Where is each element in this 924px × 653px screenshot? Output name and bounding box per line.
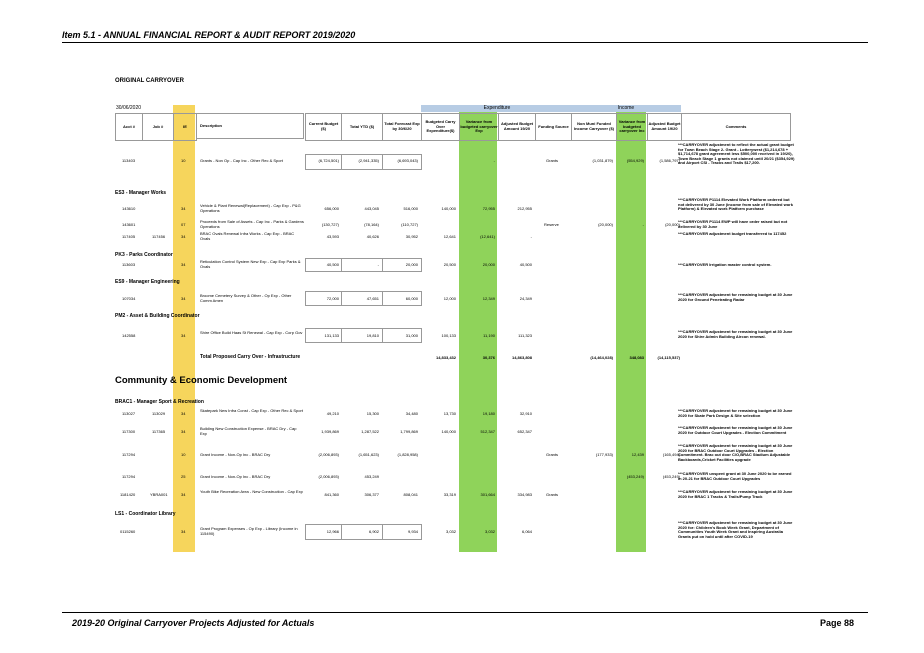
cell-acct: 117405 (122, 234, 136, 239)
col-header-total-forecast: Total Forecast Exp by 30/6/20 (382, 113, 422, 141)
cell-total-ytd: (2,941,335) (358, 158, 379, 163)
col-header-variance-inc: Variance from budgeted carryover Inc (616, 113, 648, 141)
col-header-total-ytd: Total YTD ($) (341, 113, 383, 141)
cell-acct: 143601 (122, 222, 136, 227)
cell-current-budget: 72,000 (326, 296, 339, 301)
cell-total-ytd: 40,626 (366, 234, 379, 239)
col-header-variance-exp: Variance from budgeted carryover Exp (459, 113, 499, 141)
total-var2: 348,083 (629, 355, 644, 360)
cell-comment: ***CARRYOVER adjustment for remaining budget at 30 June 2020 for Outdoor Court Upgrades - Election Commitment (678, 425, 793, 435)
cell-acct: 117294 (122, 452, 136, 457)
cell-adj2: (20,000) (665, 222, 680, 227)
cell-comment: ***CARRYOVER adjustment for remaining budget at 30 June 2020 for BRAC 1 Tracks & Trails/Pump Track (678, 489, 793, 499)
cell-variance: 3,032 (484, 529, 495, 534)
cell-comment: ***CARRYOVER Irrigation master control system. (678, 262, 772, 267)
cell-current-budget: 841,360 (324, 492, 339, 497)
cell-bco: 13,730 (443, 411, 456, 416)
cell-adjusted: 111,323 (518, 333, 532, 338)
cell-forecast: 31,000 (405, 333, 418, 338)
cell-var2: (453,249) (626, 474, 644, 479)
cell-variance: 11,190 (483, 333, 495, 338)
cell-bco: 12,641 (443, 234, 456, 239)
cell-ie: 25 (181, 474, 186, 479)
cell-current-budget: 49,210 (326, 411, 339, 416)
cell-description: Building New Construction Expense - BRAC Dry - Cap Exp (200, 426, 297, 436)
cell-acct: 107034 (122, 296, 136, 301)
cell-job: 113029 (152, 411, 166, 416)
ie-column-highlight (173, 105, 195, 552)
cell-bco: 140,000 (441, 429, 456, 434)
cell-variance: - (493, 158, 495, 163)
section-pm2: PM2 - Asset & Building Coordinator (115, 313, 200, 319)
page-number: Page 88 (820, 618, 855, 628)
cell-ie: 34 (181, 411, 186, 416)
cell-description: Vehicle & Plant Renewal(Replacement) - Cap Exp - P&G Operations (200, 203, 301, 213)
cell-acct: 117300 (122, 429, 136, 434)
expenditure-variance-highlight (459, 105, 497, 552)
cell-var2: - (642, 222, 644, 227)
cell-forecast: 60,000 (405, 296, 418, 301)
cell-acct: 0115260 (120, 529, 136, 534)
col-header-ie: IE (173, 113, 197, 141)
footer-title: 2019-20 Original Carryover Projects Adjusted for Actuals (72, 618, 315, 628)
cell-comment: ***CARRYOVER adjustment to reflect the actual grant budget for Town Beach Stage 2- Grant - Lotterywest ($1,214,678 + $1,714,678 grant agreement less $500,000 received in 19/20), Town Beach Stage 1 grants not claimed until 20/21 ($354,929) and Airport CSI - Tracks and Trails $17,200. (678, 142, 795, 166)
cell-ie: 34 (181, 529, 186, 534)
cell-acct: 1181420 (120, 492, 136, 497)
cell-bco: 12,000 (443, 296, 456, 301)
cell-forecast: 9,934 (407, 529, 418, 534)
cell-variance: (12,641) (480, 234, 495, 239)
cell-current-budget: 43,593 (326, 234, 339, 239)
cell-comment: ***CARRYOVER unspent grant at 30 June 2020 to be earned in 20-21 for BRAC Outdoor Court Upgrades (678, 471, 792, 481)
col-header-adjusted-budget-inc: Adjusted Budget Amount 19/20 (647, 113, 682, 141)
income-variance-highlight (616, 105, 646, 552)
cell-current-budget: 40,500 (326, 262, 339, 267)
col-header-comments: Comments (681, 113, 791, 141)
cell-adjusted: - (530, 234, 532, 239)
cell-forecast: 34,480 (405, 411, 418, 416)
cell-var2: (554,929) (626, 158, 644, 163)
cell-acct: 113603 (122, 262, 136, 267)
cell-variance: 19,180 (482, 411, 495, 416)
cell-forecast: (110,727) (401, 222, 418, 227)
cell-job: 117456 (152, 234, 166, 239)
cell-total-ytd: 1,287,522 (361, 429, 379, 434)
cell-funding: Grants (546, 492, 559, 497)
cell-current-budget: (2,006,893) (318, 474, 339, 479)
cell-total-ytd: 443,045 (364, 206, 379, 211)
cell-current-budget: 12,966 (326, 529, 339, 534)
cell-current-budget: (2,006,893) (318, 452, 339, 457)
cell-description: Grant Income - Non-Op Inc - BRAC Dry (200, 474, 271, 479)
cell-forecast: 1,799,869 (400, 429, 418, 434)
cell-job: YBRA001 (150, 492, 168, 497)
cell-current-budget: 656,000 (324, 206, 339, 211)
cell-ie: 07 (181, 222, 186, 227)
col-header-acct: Acct # (115, 113, 143, 141)
cell-ie: 34 (181, 333, 186, 338)
cell-variance: 512,347 (480, 429, 495, 434)
cell-comment: ***CARRYOVER adjustment for remaining budget at 30 June 2020 for: Children's Book Week Grant, Department of Communities Youth Week Grant and Inspiring Australia Grants put on hold until after COVID-19 (678, 520, 793, 539)
cell-acct: 113403 (122, 158, 136, 163)
col-header-description: Description (196, 113, 304, 139)
cell-adjusted: 6,064 (521, 529, 532, 534)
cell-total-ytd: 306,377 (364, 492, 379, 497)
section-es9: ES9 - Manager Engineering (115, 279, 180, 285)
cell-bco: 33,319 (443, 492, 456, 497)
cell-adjusted: 212,955 (517, 206, 532, 211)
total-nmf: (14,464,028) (590, 355, 613, 360)
sheet-date: 30/06/2020 (116, 105, 142, 111)
cell-total-ytd: 6,902 (368, 529, 379, 534)
cell-bco: 3,032 (445, 529, 456, 534)
cell-description: Grants - Non Op - Cap Inc - Other Rec & Sport (200, 158, 283, 163)
col-header-adjusted-budget-exp: Adjusted Budget Amount 19/20 (498, 113, 536, 141)
cell-total-ytd: 15,300 (366, 411, 379, 416)
cell-forecast: (1,828,958) (397, 452, 418, 457)
cell-total-ytd: (1,651,623) (358, 452, 379, 457)
cell-comment: ***CARRYOVER adjustment for remaining budget at 30 June 2020 for Ground Penetrating Radar (678, 292, 793, 302)
cell-description: BRAC Ovals Renewal Infra Works - Cap Exp - BRAC Ovals (200, 231, 295, 241)
cell-total-ytd: 47,651 (366, 296, 379, 301)
section-community-economic: Community & Economic Development (115, 375, 288, 386)
cell-current-budget: 131,133 (324, 333, 339, 338)
cell-adjusted: 32,910 (519, 411, 532, 416)
cell-funding: Reserve (544, 222, 559, 227)
col-header-current-budget: Current Budget ($) (305, 113, 342, 141)
cell-var2: 12,439 (631, 452, 644, 457)
cell-description: Shire Office Build Haas St Renewal - Cap Exp - Corp Gov (200, 330, 303, 335)
cell-variance: 72,955 (482, 206, 495, 211)
cell-ie: 34 (181, 262, 186, 267)
cell-variance: 12,349 (482, 296, 495, 301)
cell-forecast: (6,693,043) (397, 158, 418, 163)
cell-description: Reticulation Control System New Exp - Cap Exp Parks & Ovals (200, 259, 301, 269)
cell-adjusted: 652,347 (517, 429, 532, 434)
cell-adjusted: 24,349 (519, 296, 532, 301)
band-expenditure: Expenditure (421, 105, 573, 112)
cell-bco: 140,000 (441, 206, 456, 211)
cell-ie: 10 (181, 158, 186, 163)
col-header-job: Job # (142, 113, 174, 141)
cell-nmf: (20,000) (598, 222, 613, 227)
band-income: Income (571, 105, 681, 112)
section-ls1: LS1 - Coordinator Library (115, 511, 176, 517)
cell-acct: 113027 (122, 411, 136, 416)
col-header-funding-source: Funding Source (535, 113, 572, 141)
cell-total-ytd: - (377, 262, 379, 267)
cell-current-budget: (130,727) (321, 222, 339, 227)
cell-bco: 100,133 (441, 333, 456, 338)
cell-forecast: 516,000 (403, 206, 418, 211)
cell-variance: 20,000 (482, 262, 495, 267)
cell-ie: 34 (181, 234, 186, 239)
cell-current-budget: 1,939,869 (321, 429, 339, 434)
cell-adj2: (165,494) (662, 452, 680, 457)
cell-comment: ***CARRYOVER adjustment for remaining budget at 30 June 2020 for Shire Admin Building Aircon renewal. (678, 329, 793, 339)
cell-description: Youth Bike Recreation Area - New Construction - Cap Exp (200, 489, 303, 494)
cell-comment: ***CARRYOVER adjustment for remaining budget at 30 June 2020 for Skate Park Design & Site selection (678, 408, 793, 418)
cell-nmf: (1,031,879) (592, 158, 613, 163)
cell-description: Grant Income - Non-Op Inc - BRAC Dry (200, 452, 271, 457)
cell-acct: 143610 (122, 206, 136, 211)
cell-job: 117365 (152, 429, 166, 434)
cell-bco: 20,500 (443, 262, 456, 267)
cell-description: Grant Program Expenses - Op Exp - Library (Income in 115490) (200, 526, 298, 536)
cell-total-ytd: 19,810 (366, 333, 379, 338)
cell-comment: ***CARRYOVER P1114 EWP will have order raised but not delivered by 30 June (678, 219, 788, 229)
footer-divider (62, 612, 868, 613)
cell-description: Skatepark New Infra Const - Cap Exp - Other Rec & Sport (200, 408, 303, 413)
total-variance: 30,376 (482, 355, 495, 360)
cell-ie: 34 (181, 296, 186, 301)
cell-funding: Grants (546, 452, 559, 457)
cell-total-ytd: (78,164) (364, 222, 379, 227)
total-label: Total Proposed Carry Over - Infrastructure (200, 354, 301, 360)
cell-forecast: 30,952 (405, 234, 418, 239)
cell-acct: 142558 (122, 333, 136, 338)
cell-ie: 34 (181, 206, 186, 211)
total-adj2: (14,115,537) (657, 355, 680, 360)
total-bco: 14,833,432 (435, 355, 456, 360)
col-header-non-muni-income: Non Muni Funded Income Carryover ($) (571, 113, 617, 141)
section-es3: ES3 - Manager Works (115, 190, 167, 196)
cell-adjusted: 40,500 (519, 262, 532, 267)
cell-funding: Grants (546, 158, 559, 163)
cell-comment: ***CARRYOVER adjustment for remaining budget at 30 June 2020 for BRAC Outdoor Court Upgrades - Election Commitment. Brac out door C/O,BRAC Stadium Adjustable Backboards,Cricket Facilities upgrade (678, 443, 793, 462)
cell-ie: 10 (181, 452, 186, 457)
cell-comment: ***CARRYOVER P1114 Elevated Work Platform ordered but not delivered by 30 June (income from sale of Elevated work Platform) & Elevated work Platform purchase (678, 197, 793, 212)
cell-current-budget: (6,724,501) (318, 158, 339, 163)
cell-adj2: (1,586,797) (659, 158, 680, 163)
page-header-title: Item 5.1 - ANNUAL FINANCIAL REPORT & AUDIT REPORT 2019/2020 (62, 30, 356, 40)
cell-total-ytd: 453,249 (364, 474, 379, 479)
cell-description: Broome Cemetery Survey & Other - Op Exp - Other Comm Amen (200, 293, 292, 303)
cell-ie: 34 (181, 492, 186, 497)
cell-ie: 34 (181, 429, 186, 434)
cell-description: Proceeds from Sale of Assets - Cap Inc - Parks & Gardens Operations (200, 219, 304, 229)
cell-nmf: (177,933) (595, 452, 613, 457)
cell-variance: 301,664 (480, 492, 495, 497)
section-brac1: BRAC1 - Manager Sport & Recreation (115, 399, 204, 405)
cell-forecast: 20,000 (405, 262, 418, 267)
cell-adjusted: 334,983 (517, 492, 532, 497)
section-pk3: PK3 - Parks Coordinator (115, 252, 173, 258)
col-header-budgeted-carryover: Budgeted Carry Over Expenditure($) (421, 113, 460, 141)
cell-adj2: (453,249) (662, 474, 680, 479)
cell-acct: 117294 (122, 474, 136, 479)
cell-forecast: 808,041 (403, 492, 418, 497)
total-adjusted: 14,863,808 (511, 355, 532, 360)
cell-comment: ***CARRYOVER adjustment budget transferred to 117452 (678, 231, 787, 236)
sheet-title: ORIGINAL CARRYOVER (115, 78, 185, 84)
